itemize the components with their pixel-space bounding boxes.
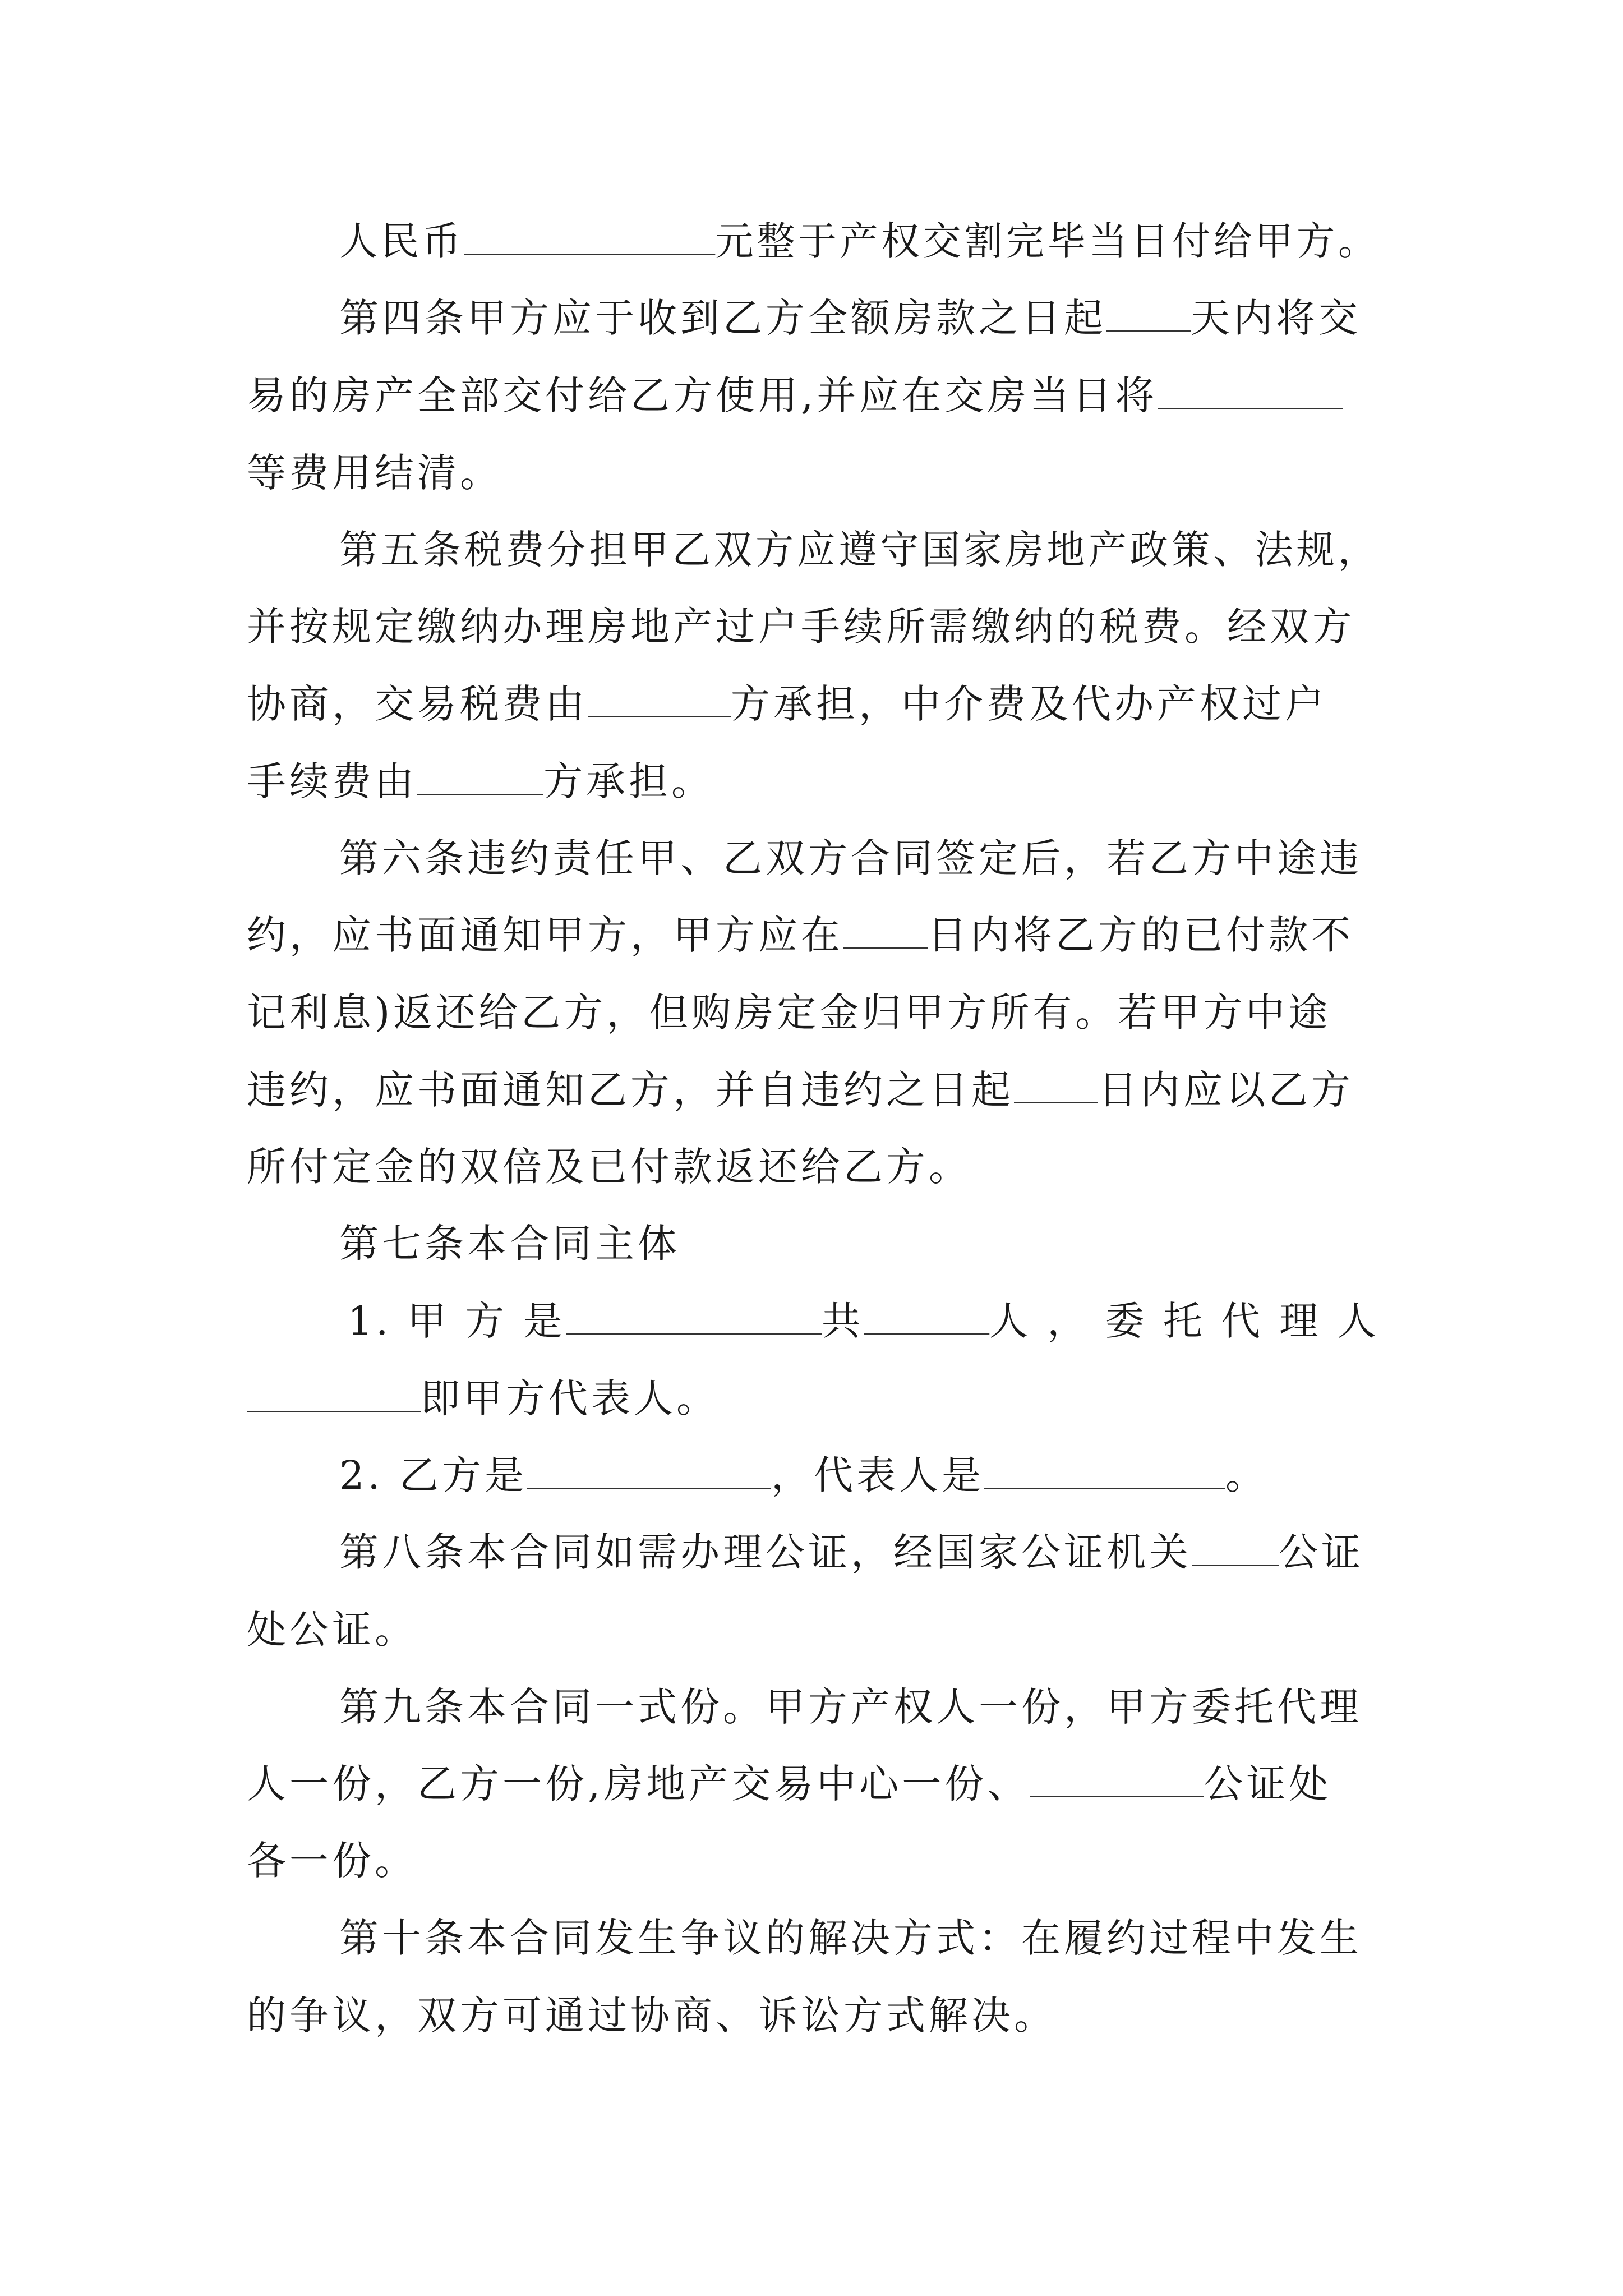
blank-field [984, 1453, 1225, 1489]
blank-field [864, 1299, 989, 1335]
text-line [247, 1368, 719, 1429]
text-segment: 所付定金的双倍及已付款返还给乙方。 [247, 1144, 971, 1190]
text-line [247, 1599, 417, 1660]
text-segment: 第七条本合同主体 [339, 1221, 680, 1267]
text-segment: 各一份。 [247, 1838, 417, 1884]
text-line [247, 1830, 417, 1892]
text-segment: 第九条本合同一式份。甲方产权人一份，甲方委托代理 [339, 1684, 1362, 1730]
text-segment: ，代表人是 [771, 1452, 985, 1498]
text-segment: 人 ， 委 托 代 理 人 [989, 1298, 1380, 1344]
text-line [247, 904, 1354, 966]
text-segment: 公证处 [1204, 1761, 1332, 1807]
blank-field [843, 913, 928, 949]
text-segment: 人一份，乙方一份,房地产交易中心一份、 [247, 1761, 1030, 1807]
text-segment: 人民币 [339, 218, 464, 264]
text-segment: 手续费由 [247, 758, 417, 804]
text-segment: 等费用结清。 [247, 450, 502, 496]
text-segment: 记利息)返还给乙方，但购房定金归甲方所有。若甲方中途 [247, 990, 1331, 1036]
text-line [247, 751, 714, 812]
text-line [247, 442, 502, 504]
text-segment: 处公证。 [247, 1607, 417, 1653]
text-segment: 日内将乙方的已付款不 [928, 912, 1354, 958]
text-line [339, 519, 1380, 581]
text-line [339, 1444, 1268, 1506]
text-segment: 日内应以乙方 [1098, 1067, 1354, 1113]
text-line [339, 1676, 1362, 1738]
blank-field [1014, 1068, 1098, 1103]
text-line [339, 210, 1380, 272]
text-segment: 第六条违约责任甲、乙双方合同签定后，若乙方中途违 [339, 835, 1362, 881]
text-line [339, 1521, 1364, 1583]
text-segment: 第十条本合同发生争议的解决方式：在履约过程中发生 [339, 1915, 1362, 1961]
text-line [339, 827, 1362, 889]
blank-field [588, 682, 731, 717]
text-line [348, 1290, 1380, 1352]
text-line [339, 287, 1361, 349]
text-line [247, 982, 1331, 1043]
text-line [247, 1985, 1057, 2046]
blank-field [464, 219, 715, 255]
blank-field [1192, 1530, 1279, 1566]
text-segment: 第四条甲方应于收到乙方全额房款之日起 [339, 295, 1106, 341]
text-segment: 天内将交 [1191, 295, 1361, 341]
blank-field [417, 759, 543, 795]
text-line [247, 1753, 1331, 1815]
text-segment: 元整于产权交割完毕当日付给甲方。 [715, 218, 1380, 264]
text-line [247, 1059, 1354, 1121]
blank-field [527, 1453, 771, 1489]
text-segment: 即甲方代表人。 [421, 1375, 719, 1421]
text-segment: 方承担，中介费及代办产权过户 [731, 681, 1327, 727]
text-line [247, 365, 1343, 426]
text-segment: 易的房产全部交付给乙方使用,并应在交房当日将 [247, 372, 1158, 418]
text-line [339, 1213, 680, 1274]
text-segment: 。 [1225, 1452, 1269, 1498]
text-segment: 共 [822, 1298, 864, 1344]
text-line [247, 1136, 971, 1198]
text-segment: 1. 甲 方 是 [348, 1298, 566, 1344]
text-segment: 协商，交易税费由 [247, 681, 588, 727]
blank-field [1158, 373, 1343, 409]
blank-field [566, 1299, 822, 1335]
text-segment: 并按规定缴纳办理房地产过户手续所需缴纳的税费。经双方 [247, 604, 1355, 650]
text-segment: 第八条本合同如需办理公证，经国家公证机关 [339, 1529, 1192, 1575]
text-line [247, 596, 1355, 657]
blank-field [1030, 1761, 1204, 1797]
text-line [247, 673, 1327, 735]
text-segment: 的争议，双方可通过协商、诉讼方式解决。 [247, 1993, 1057, 2039]
text-segment: 违约，应书面通知乙方，并自违约之日起 [247, 1067, 1014, 1113]
text-line [339, 1907, 1362, 1969]
blank-field [1106, 296, 1191, 332]
text-segment: 第五条税费分担甲乙双方应遵守国家房地产政策、法规， [339, 527, 1380, 573]
text-segment: 约，应书面通知甲方，甲方应在 [247, 912, 843, 958]
text-segment: 2. 乙方是 [339, 1452, 528, 1498]
text-segment: 方承担。 [543, 758, 714, 804]
text-segment: 公证 [1279, 1529, 1364, 1575]
blank-field [247, 1376, 421, 1412]
